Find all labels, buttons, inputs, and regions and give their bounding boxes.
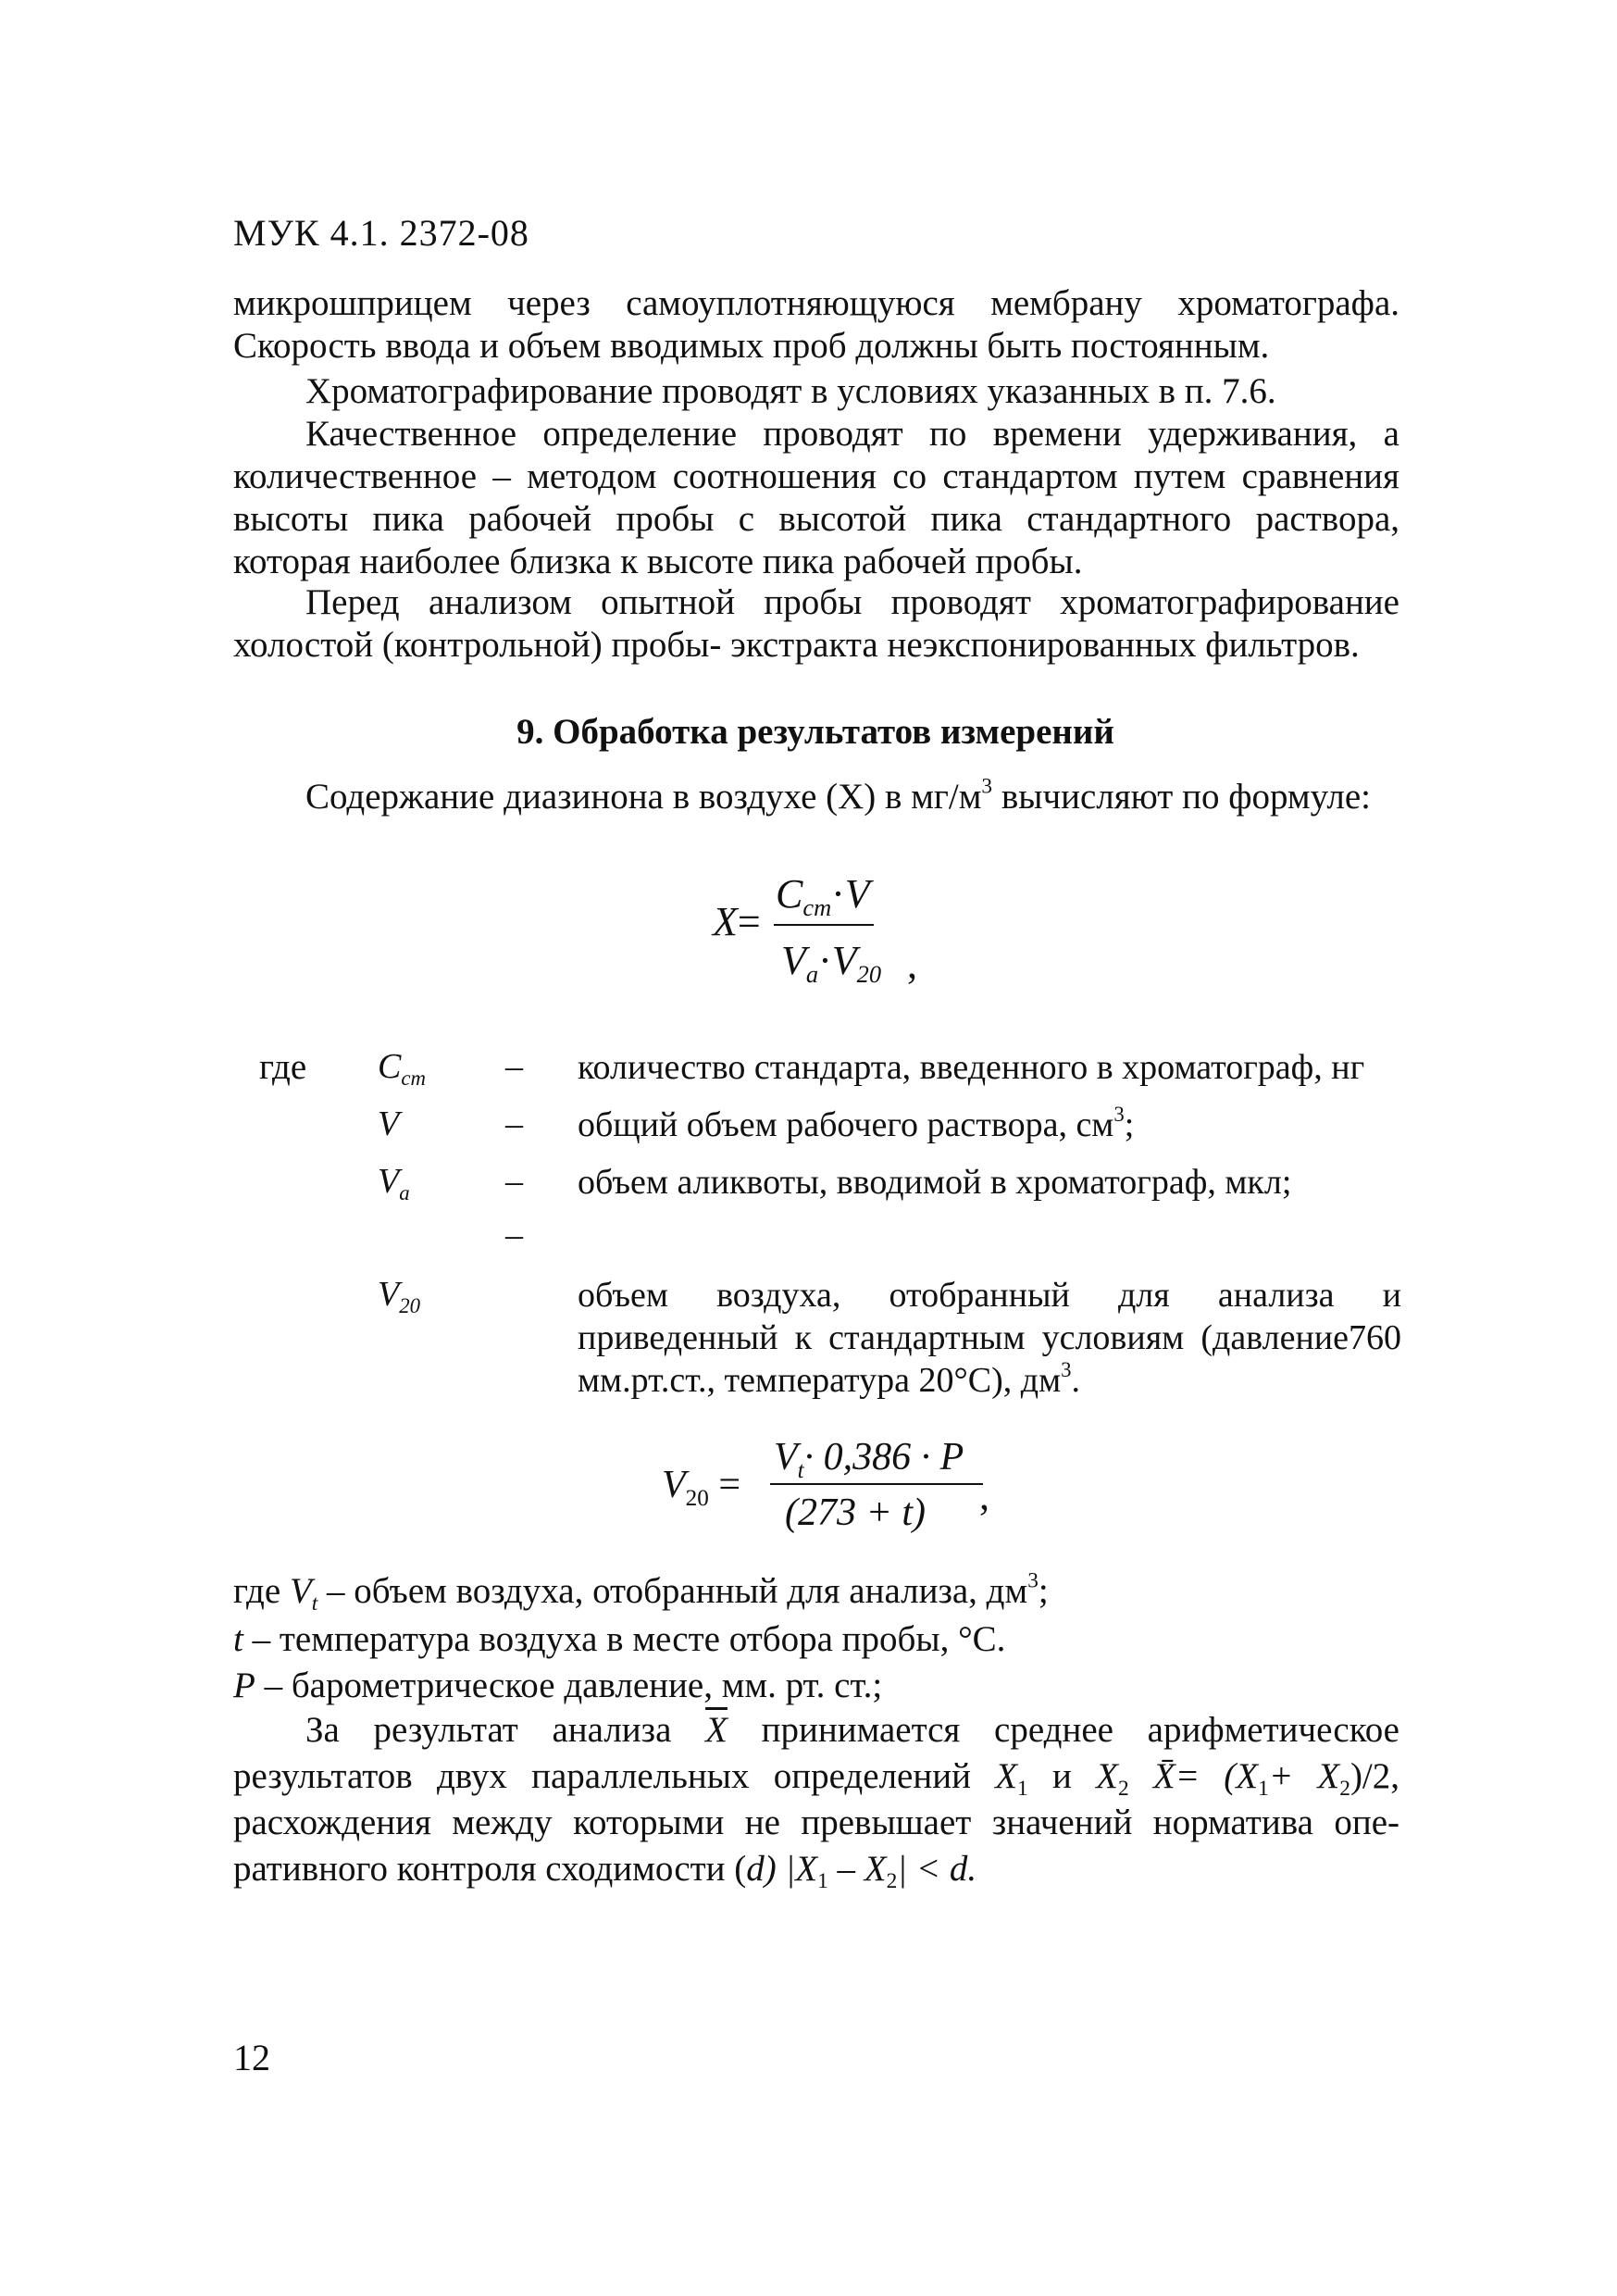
def-symbol: $C_{cm}$: [378, 1047, 426, 1090]
where2-line: P – барометрическое давление, мм. рт. ст.;: [233, 1666, 883, 1705]
para1-line1: микрошприцем через самоуплотняющуюся мембрану хроматографа.: [233, 283, 1399, 323]
formula-intro: Содержание диазинона в воздухе (X) в $мг/м^3$ вычисляют по формуле:: [305, 774, 1371, 817]
result-line2: результатов двух параллельных определений $X_1$ и $X_2$ X̄= $(X_1+ X_2)/2$,: [233, 1756, 1400, 1802]
para3: Качественное определение проводят по времени удерживания, а количественное – методом соотношения со стандартом путем сравнения высоты пика рабочей пробы с высотой пика стандартного раствора, которая наиболее близка к высоте пика рабочей пробы.: [233, 414, 1399, 581]
formula2-fraction-bar: [770, 1483, 983, 1485]
formula1-numerator: $C_{cm}\cdot V$: [776, 871, 870, 922]
formula1-lhs: X=: [713, 899, 761, 944]
formula1-comma: ,: [907, 942, 917, 987]
formula1-denominator: $V_a\cdot V_{20}$: [781, 938, 882, 989]
formula2-numerator: $V_t\cdot 0,386 \cdot P$: [774, 1436, 964, 1483]
formula2-lhs: $V_{20}$ =: [662, 1464, 741, 1511]
result-line3: расхождения между которыми не превышает значений норматива опе-: [233, 1803, 1399, 1842]
formula2-comma: ,: [979, 1473, 989, 1518]
where2-line: t – температура воздуха в месте отбора пробы, °C.: [233, 1619, 1006, 1659]
para1-line2: Скорость ввода и объем вводимых проб должны быть постоянным.: [233, 326, 1270, 366]
def-symbol: $V_a$: [378, 1162, 410, 1204]
page-number: 12: [233, 2037, 270, 2078]
where2-line: где $V_t$ – объем воздуха, отобранный для анализа, $дм^3$;: [233, 1568, 1049, 1616]
def-symbol: $V_{20}$: [378, 1275, 421, 1317]
para4: Перед анализом опытной пробы проводят хроматографирование холостой (контрольной) пробы- экстракта неэкспонированных фильтров.: [233, 582, 1399, 665]
where-label: где: [259, 1047, 307, 1087]
section-heading: 9. Обработка результатов измерений: [516, 712, 1114, 752]
formula1-fraction-bar: [774, 924, 874, 926]
para2: Хроматографирование проводят в условиях указанных в п. 7.6.: [305, 371, 1276, 411]
formula2-denominator: (273 + t): [785, 1491, 926, 1534]
def-symbol: V: [378, 1104, 400, 1143]
result-line1: За результат анализа $\overline{X}$ принимается среднее арифметическое: [305, 1710, 1399, 1750]
result-line4: ративного контроля сходимости (d) $|X_1 - X_2| < d$.: [233, 1849, 977, 1894]
document-header: МУК 4.1. 2372-08: [233, 212, 529, 254]
